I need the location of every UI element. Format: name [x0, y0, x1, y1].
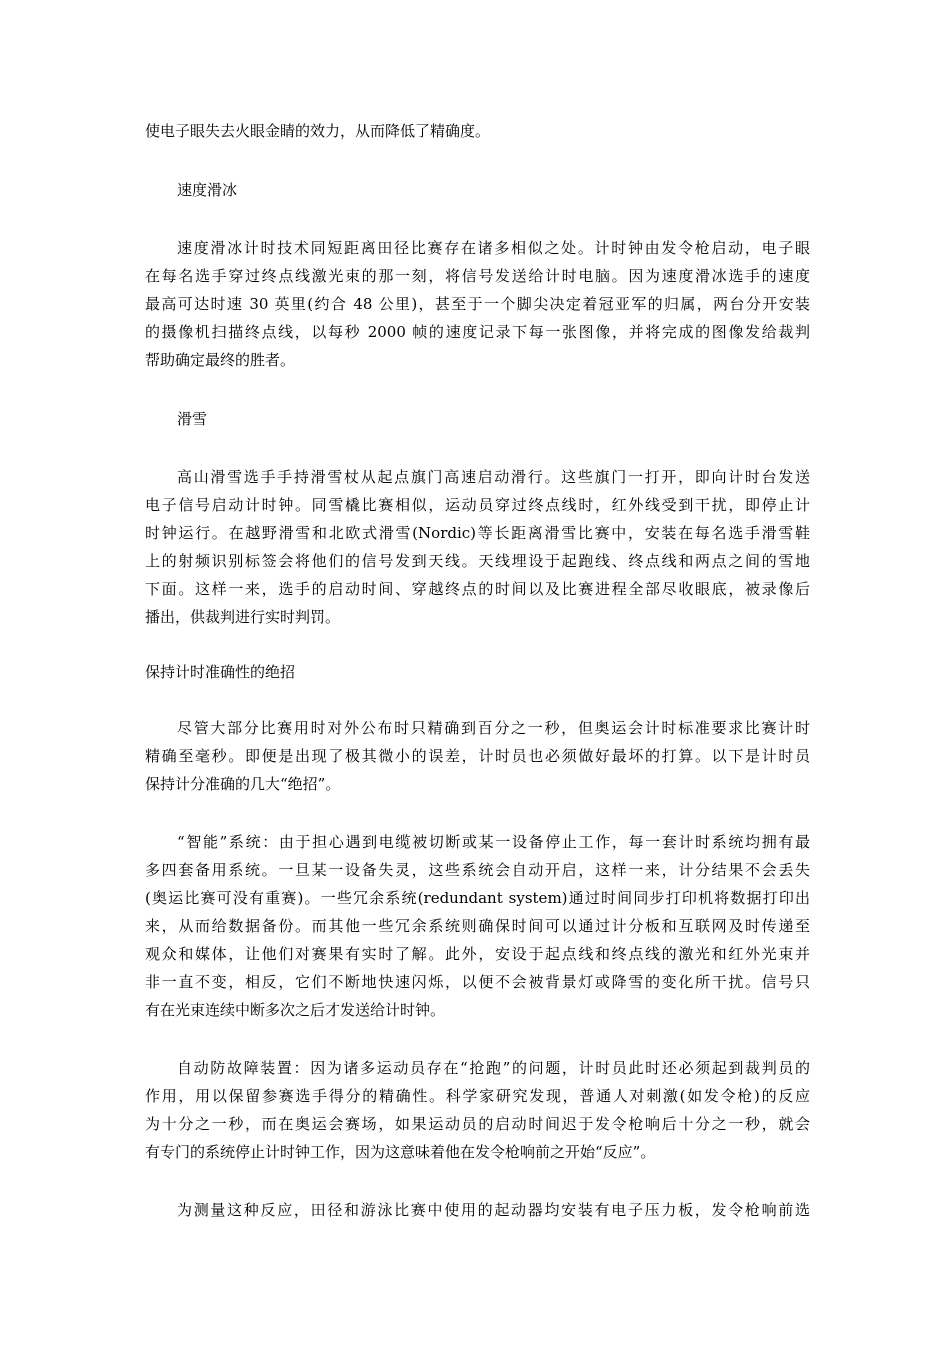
paragraph-line: 速度滑冰计时技术同短距离田径比赛存在诸多相似之处。计时钟由发令枪启动，电子眼: [177, 239, 810, 257]
paragraph-line: 帮助确定最终的胜者。: [145, 351, 296, 369]
section-heading-skiing: 滑雪: [177, 410, 208, 428]
section-heading-timing-accuracy: 保持计时准确性的绝招: [145, 663, 296, 681]
paragraph-line: 精确至毫秒。即便是出现了极其微小的误差，计时员也必须做好最坏的打算。以下是计时员: [145, 747, 810, 765]
paragraph-line: 非一直不变，相反，它们不断地快速闪烁，以便不会被背景灯或降雪的变化所干扰。信号只: [145, 973, 810, 991]
paragraph-line: 有专门的系统停止计时钟工作，因为这意味着他在发令枪响前之开始“反应”。: [145, 1143, 656, 1161]
paragraph-line: 尽管大部分比赛用时对外公布时只精确到百分之一秒，但奥运会计时标准要求比赛计时: [177, 719, 810, 737]
paragraph-line: 最高可达时速 30 英里(约合 48 公里)，甚至于一个脚尖决定着冠亚军的归属，两台分开安装: [145, 295, 810, 313]
paragraph-line: 时钟运行。在越野滑雪和北欧式滑雪(Nordic)等长距离滑雪比赛中，安装在每名选手滑雪鞋: [145, 524, 810, 542]
paragraph-line: 作用，用以保留参赛选手得分的精确性。科学家研究发现，普通人对刺激(如发令枪)的反应: [145, 1087, 810, 1105]
paragraph-line: (奥运比赛可没有重赛)。一些冗余系统(redundant system)通过时间同步打印机将数据打印出: [145, 889, 810, 907]
paragraph-line: 使电子眼失去火眼金睛的效力，从而降低了精确度。: [145, 122, 491, 140]
paragraph-line: 观众和媒体，让他们对赛果有实时了解。此外，安设于起点线和终点线的激光和红外光束并: [145, 945, 810, 963]
section-heading-speed-skating: 速度滑冰: [177, 181, 238, 199]
paragraph-line: 多四套备用系统。一旦某一设备失灵，这些系统会自动开启，这样一来，计分结果不会丢失: [145, 861, 810, 879]
paragraph-line: 为测量这种反应，田径和游泳比赛中使用的起动器均安装有电子压力板，发令枪响前选: [177, 1201, 810, 1219]
paragraph-line: 高山滑雪选手手持滑雪杖从起点旗门高速启动滑行。这些旗门一打开，即向计时台发送: [177, 468, 810, 486]
paragraph-line: 上的射频识别标签会将他们的信号发到天线。天线埋设于起跑线、终点线和两点之间的雪地: [145, 552, 810, 570]
paragraph-line: “智能”系统：由于担心遇到电缆被切断或某一设备停止工作，每一套计时系统均拥有最: [177, 833, 810, 851]
paragraph-line: 来，从而给数据备份。而其他一些冗余系统则确保时间可以通过计分板和互联网及时传递至: [145, 917, 810, 935]
paragraph-line: 下面。这样一来，选手的启动时间、穿越终点的时间以及比赛进程全部尽收眼底，被录像后: [145, 580, 810, 598]
paragraph-line: 保持计分准确的几大“绝招”。: [145, 775, 341, 793]
paragraph-line: 为十分之一秒，而在奥运会赛场，如果运动员的启动时间迟于发令枪响后十分之一秒，就会: [145, 1115, 810, 1133]
paragraph-line: 在每名选手穿过终点线激光束的那一刻，将信号发送给计时电脑。因为速度滑冰选手的速度: [145, 267, 810, 285]
paragraph-line: 电子信号启动计时钟。同雪橇比赛相似，运动员穿过终点线时，红外线受到干扰，即停止计: [145, 496, 810, 514]
paragraph-line: 播出，供裁判进行实时判罚。: [145, 608, 341, 626]
paragraph-line: 的摄像机扫描终点线，以每秒 2000 帧的速度记录下每一张图像，并将完成的图像发给裁判: [145, 323, 810, 341]
paragraph-line: 有在光束连续中断多次之后才发送给计时钟。: [145, 1001, 446, 1019]
paragraph-line: 自动防故障装置：因为诸多运动员存在“抢跑”的问题，计时员此时还必须起到裁判员的: [177, 1059, 810, 1077]
